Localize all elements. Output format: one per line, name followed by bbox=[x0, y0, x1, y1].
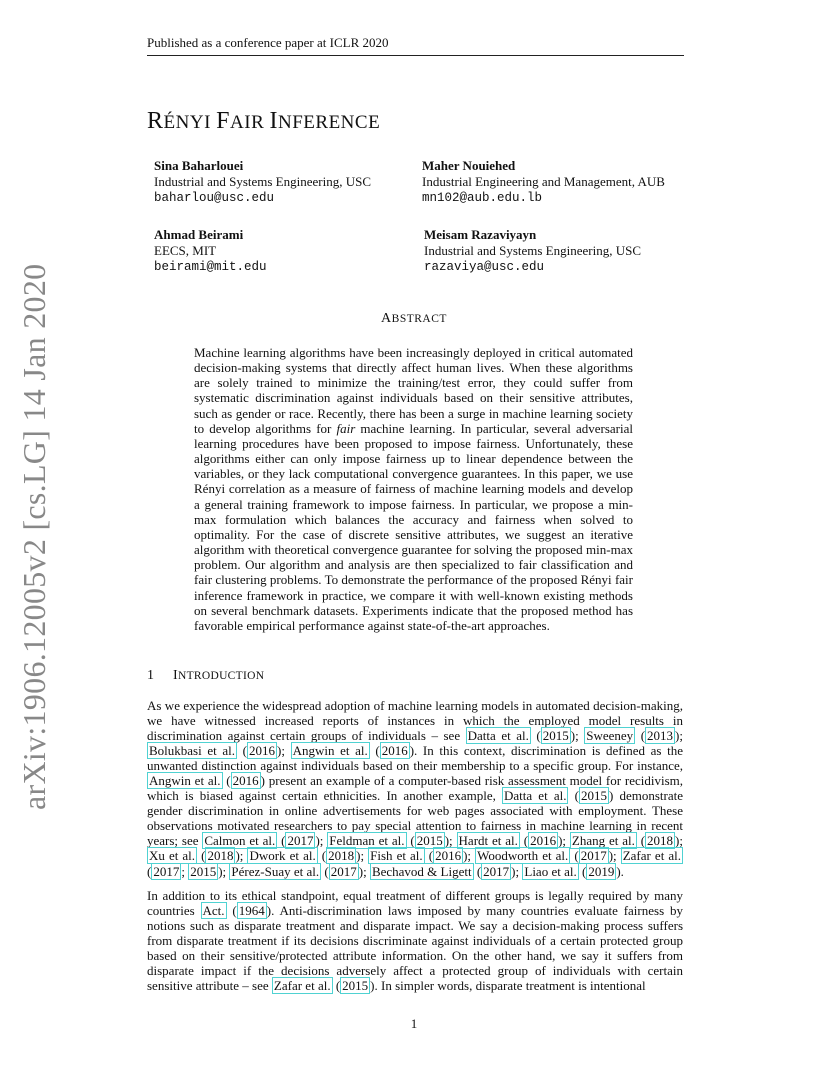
author-affiliation: Industrial and Systems Engineering, USC bbox=[154, 174, 372, 189]
intro-paragraph: As we experience the widespread adoption of machine learning models in automated decision-making, we have witnessed increased reports of instances in which the employed model results in discrimination against certain groups of individuals – see Datta et al. ( 2015 ); Sweeney ( 2013 ); Bolukbasi et al. ( 2016 ); Angwin et al. ( 2016 ). In this context, discrimination is defined as the unwanted distinction against individuals based on their membership to a specific group. For instance, Angwin et al. ( 2016 ) present an example of a computer-based risk assessment model for recidivism, which is biased against certain ethnicities. In another example, Datta et al. ( 2015 ) demonstrate gender discrimination in online advertisements for web pages associated with employment. These observations motivated researchers to pay special attention to fairness in machine learning in recent years; see Calmon et al. ( 2017 ); Feldman et al. ( 2015 ); Hardt et al. ( 2016 ); Zhang et al. ( 2018 ); Xu et al. ( 2018 ); Dwork et al. ( 2018 ); Fish et al. ( 2016 ); Woodworth et al. ( 2017 ); Zafar et al. ( 2017 ; 2015 ); Pérez-Suay et al. ( 2017 ); Bechavod & Ligett ( 2017 ); Liao et al. ( 2019 ). bbox=[147, 698, 683, 879]
abstract-heading: ABSTRACT bbox=[381, 311, 447, 326]
page-number: 1 bbox=[410, 1016, 418, 1031]
citation-link[interactable]: Bechavod & Ligett bbox=[371, 863, 472, 879]
author-name: Maher Nouiehed bbox=[422, 158, 516, 173]
citation-link[interactable]: Bolukbasi et al. bbox=[149, 743, 236, 759]
citation-link[interactable]: 2017 bbox=[580, 848, 607, 864]
paper-title: RÉNYI FAIR INFERENCE bbox=[147, 108, 381, 134]
citation-link[interactable]: Hardt et al. bbox=[458, 833, 518, 849]
citation-link[interactable]: 2017 bbox=[153, 863, 180, 879]
citation-link[interactable]: 1964 bbox=[238, 903, 265, 919]
running-header: Published as a conference paper at ICLR 2020 bbox=[147, 35, 684, 56]
citation-link[interactable]: Sweeney bbox=[586, 728, 634, 744]
author-affiliation: Industrial Engineering and Management, AUB bbox=[422, 174, 665, 189]
citation-link[interactable]: 2019 bbox=[588, 863, 615, 879]
abstract-text: Machine learning algorithms have been increasingly deployed in critical automated decision-making systems that directly affect human lives. When these algorithms are solely trained to minimize the training/test error, they could suffer from systematic discrimination against individuals based on their sensitive attributes, such as gender or race. Recently, there has been a surge in machine learning society to develop algorithms for fair machine learning. In particular, several adversarial learning procedures have been proposed to impose fairness. Unfortunately, these algorithms either can only impose fairness up to linear dependence between the variables, or they lack computational convergence guarantees. In this paper, we use Rényi correlation as a measure of fairness of machine learning models and develop a general training framework to impose fairness. In particular, we propose a min-max formulation which balances the accuracy and fairness when solved to optimality. For the case of discrete sensitive attributes, we suggest an iterative algorithm with theoretical convergence guarantee for solving the proposed min-max problem. Our algorithm and analysis are then specialized to fair classification and fair clustering problems. To demonstrate the performance of the proposed Rényi fair inference framework in practice, we compare it with well-known existing methods on several benchmark datasets. Experiments indicate that the proposed method has favorable empirical performance against state-of-the-art approaches. bbox=[194, 345, 633, 633]
citation-link[interactable]: 2015 bbox=[416, 833, 443, 849]
citation-link[interactable]: Zhang et al. bbox=[571, 833, 635, 849]
citation-link[interactable]: Angwin et al. bbox=[149, 773, 221, 789]
citation-link[interactable]: Calmon et al. bbox=[204, 833, 276, 849]
citation-link[interactable]: 2015 bbox=[542, 728, 569, 744]
author-name: Ahmad Beirami bbox=[154, 227, 244, 242]
author-name: Meisam Razaviyayn bbox=[424, 227, 537, 242]
citation-link[interactable]: 2017 bbox=[330, 863, 357, 879]
citation-link[interactable]: Feldman et al. bbox=[329, 833, 405, 849]
citation-link[interactable]: Woodworth et al. bbox=[477, 848, 569, 864]
author-block bbox=[422, 158, 742, 206]
citation-link[interactable]: Liao et al. bbox=[524, 863, 577, 879]
author-email[interactable]: mn102@aub.edu.lb bbox=[422, 191, 543, 205]
citation-link[interactable]: 2016 bbox=[435, 848, 462, 864]
citation-link[interactable]: 2018 bbox=[328, 848, 355, 864]
citation-link[interactable]: Angwin et al. bbox=[292, 743, 368, 759]
citation-link[interactable]: Datta et al. bbox=[504, 788, 567, 804]
citation-link[interactable]: 2017 bbox=[483, 863, 510, 879]
citation-link[interactable]: Pérez-Suay et al. bbox=[231, 863, 320, 879]
author-block bbox=[424, 227, 744, 275]
citation-link[interactable]: 2013 bbox=[647, 728, 674, 744]
citation-link[interactable]: 2016 bbox=[248, 743, 275, 759]
citation-link[interactable]: 2016 bbox=[530, 833, 557, 849]
citation-link[interactable]: 2016 bbox=[232, 773, 259, 789]
intro-paragraph: In addition to its ethical standpoint, equal treatment of different groups is legally required by many countries Act. ( 1964 ). Anti-discrimination laws imposed by many countries evaluate fairness by notions such as disparate treatment and disparate impact. We say a decision-making process suffers from disparate treatment if its decisions discriminate against individuals of a certain protected group based on their sensitive/protected attribute information. On the other hand, we say it suffers from disparate impact if the decisions adversely affect a protected group of individuals with certain sensitive attribute – see Zafar et al. ( 2015 ). In simpler words, disparate treatment is intentional bbox=[147, 888, 683, 994]
section-heading: 1 INTRODUCTION bbox=[147, 668, 265, 683]
citation-link[interactable]: 2015 bbox=[580, 788, 607, 804]
citation-link[interactable]: 2017 bbox=[287, 833, 314, 849]
author-affiliation: EECS, MIT bbox=[154, 243, 217, 258]
citation-link[interactable]: Dwork et al. bbox=[249, 848, 316, 864]
citation-link[interactable]: 2015 bbox=[190, 863, 217, 879]
arxiv-stamp: arXiv:1906.12005v2 [cs.LG] 14 Jan 2020 bbox=[16, 263, 52, 810]
author-affiliation: Industrial and Systems Engineering, USC bbox=[424, 243, 642, 258]
author-email[interactable]: baharlou@usc.edu bbox=[154, 191, 275, 205]
citation-link[interactable]: 2016 bbox=[381, 743, 408, 759]
citation-link[interactable]: Fish et al. bbox=[370, 848, 423, 864]
citation-link[interactable]: Zafar et al. bbox=[622, 848, 681, 864]
citation-link[interactable]: 2015 bbox=[342, 978, 369, 994]
citation-link[interactable]: Act. bbox=[202, 903, 225, 919]
author-name: Sina Baharlouei bbox=[154, 158, 244, 173]
author-email[interactable]: razaviya@usc.edu bbox=[424, 260, 545, 274]
citation-link[interactable]: 2018 bbox=[647, 833, 674, 849]
author-email[interactable]: beirami@mit.edu bbox=[154, 260, 267, 274]
citation-link[interactable]: Datta et al. bbox=[467, 728, 529, 744]
citation-link[interactable]: 2018 bbox=[207, 848, 234, 864]
citation-link[interactable]: Xu et al. bbox=[149, 848, 196, 864]
citation-link[interactable]: Zafar et al. bbox=[273, 978, 331, 994]
